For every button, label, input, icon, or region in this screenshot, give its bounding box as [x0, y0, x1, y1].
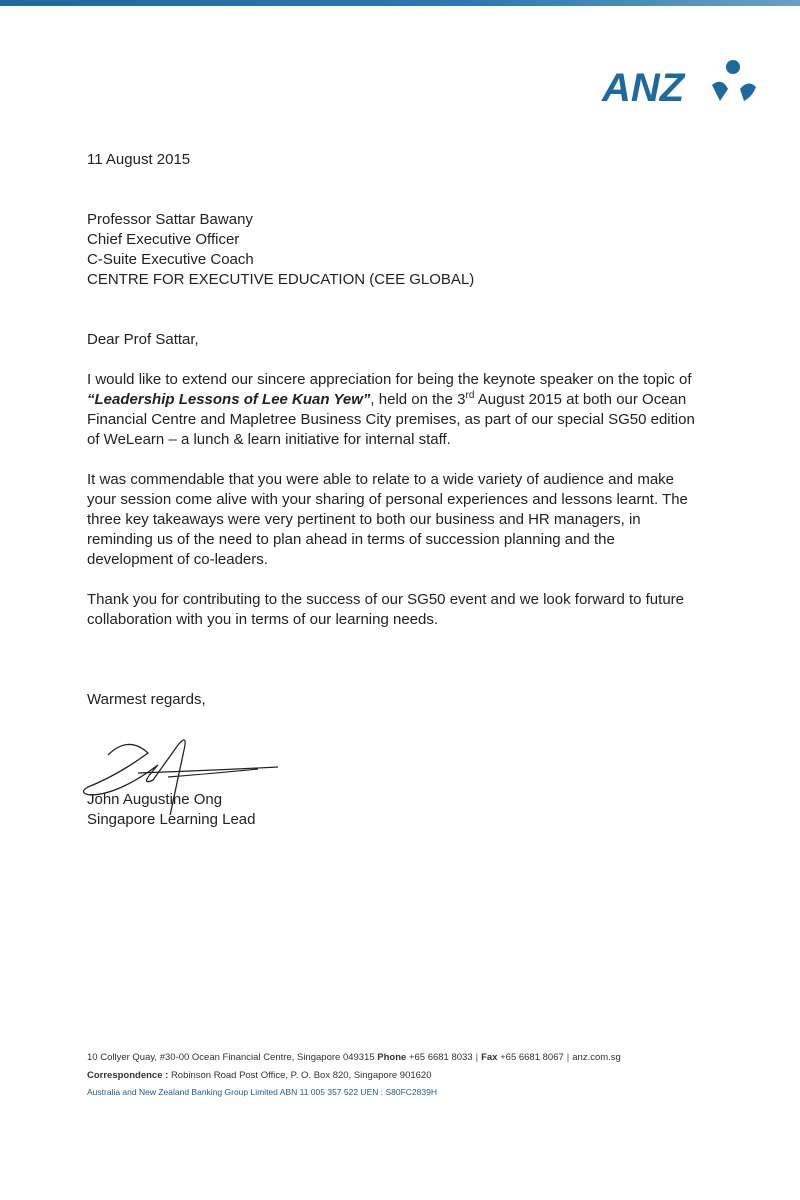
talk-topic: “Leadership Lessons of Lee Kuan Yew”: [87, 391, 371, 408]
para1-line1: I would like to extend our sincere appreciation for being the keynote speaker on the topic of: [87, 371, 692, 388]
para2-line: your session come alive with your sharing of personal experiences and lessons learnt. The: [87, 491, 688, 508]
footer-correspondence: Robinson Road Post Office, P. O. Box 820, Singapore 901620: [170, 1070, 432, 1081]
paragraph-thanks: [87, 590, 712, 630]
signatory-name: John Augustine Ong: [87, 791, 223, 808]
signatory-title: Singapore Learning Lead: [87, 811, 256, 828]
footer-contact-line: 10 Collyer Quay, #30-00 Ocean Financial Centre, Singapore 049315 Phone +65 6681 8033 | Fax +65 6681 8067 | anz.com.sg: [87, 1052, 621, 1063]
header-color-bar: [0, 0, 800, 6]
letter-date: 11 August 2015: [87, 151, 191, 168]
footer-phone: +65 6681 8033: [408, 1052, 473, 1063]
para2-line: It was commendable that you were able to relate to a wide variety of audience and make: [87, 471, 674, 488]
anz-figures-icon: [712, 60, 756, 101]
para1-line2: “Leadership Lessons of Lee Kuan Yew”, held on the 3rd August 2015 at both our Ocean: [87, 390, 687, 408]
para1-line3: Financial Centre and Mapletree Business City premises, as part of our special SG50 edition: [87, 411, 695, 428]
footer-phone-label: Phone: [377, 1052, 407, 1063]
footer-website: anz.com.sg: [572, 1052, 621, 1063]
recipient-title: Chief Executive Officer: [87, 231, 240, 248]
para2-line: development of co-leaders.: [87, 551, 268, 568]
para1-line4: of WeLearn – a lunch & learn initiative for internal staff.: [87, 431, 451, 448]
recipient-name: Professor Sattar Bawany: [87, 211, 253, 228]
footer-address: 10 Collyer Quay, #30-00 Ocean Financial Centre, Singapore 049315: [87, 1052, 375, 1063]
footer-correspondence-label: Correspondence :: [87, 1070, 169, 1081]
para3-line: collaboration with you in terms of our learning needs.: [87, 611, 439, 628]
recipient-role: C-Suite Executive Coach: [87, 251, 254, 268]
recipient-address: [87, 210, 474, 290]
footer-fax-label: Fax: [481, 1052, 498, 1063]
para2-line: three key takeaways were very pertinent to both our business and HR managers, in: [87, 511, 641, 528]
footer-fax: +65 6681 8067: [500, 1052, 564, 1063]
closing: Warmest regards,: [87, 691, 206, 708]
para2-line: reminding us of the need to plan ahead in terms of succession planning and the: [87, 531, 615, 548]
footer-correspondence-line: [87, 1070, 431, 1081]
para3-line: Thank you for contributing to the success of our SG50 event and we look forward to future: [87, 591, 684, 608]
paragraph-appreciation: [87, 370, 712, 450]
recipient-organization: CENTRE FOR EXECUTIVE EDUCATION (CEE GLOBAL): [87, 271, 475, 288]
salutation: Dear Prof Sattar,: [87, 331, 199, 348]
paragraph-feedback: [87, 470, 712, 570]
logo-wordmark: ANZ: [602, 66, 685, 110]
anz-logo: [600, 55, 760, 110]
footer-legal: Australia and New Zealand Banking Group Limited ABN 11 005 357 522 UEN : S80FC2839H: [87, 1087, 437, 1097]
